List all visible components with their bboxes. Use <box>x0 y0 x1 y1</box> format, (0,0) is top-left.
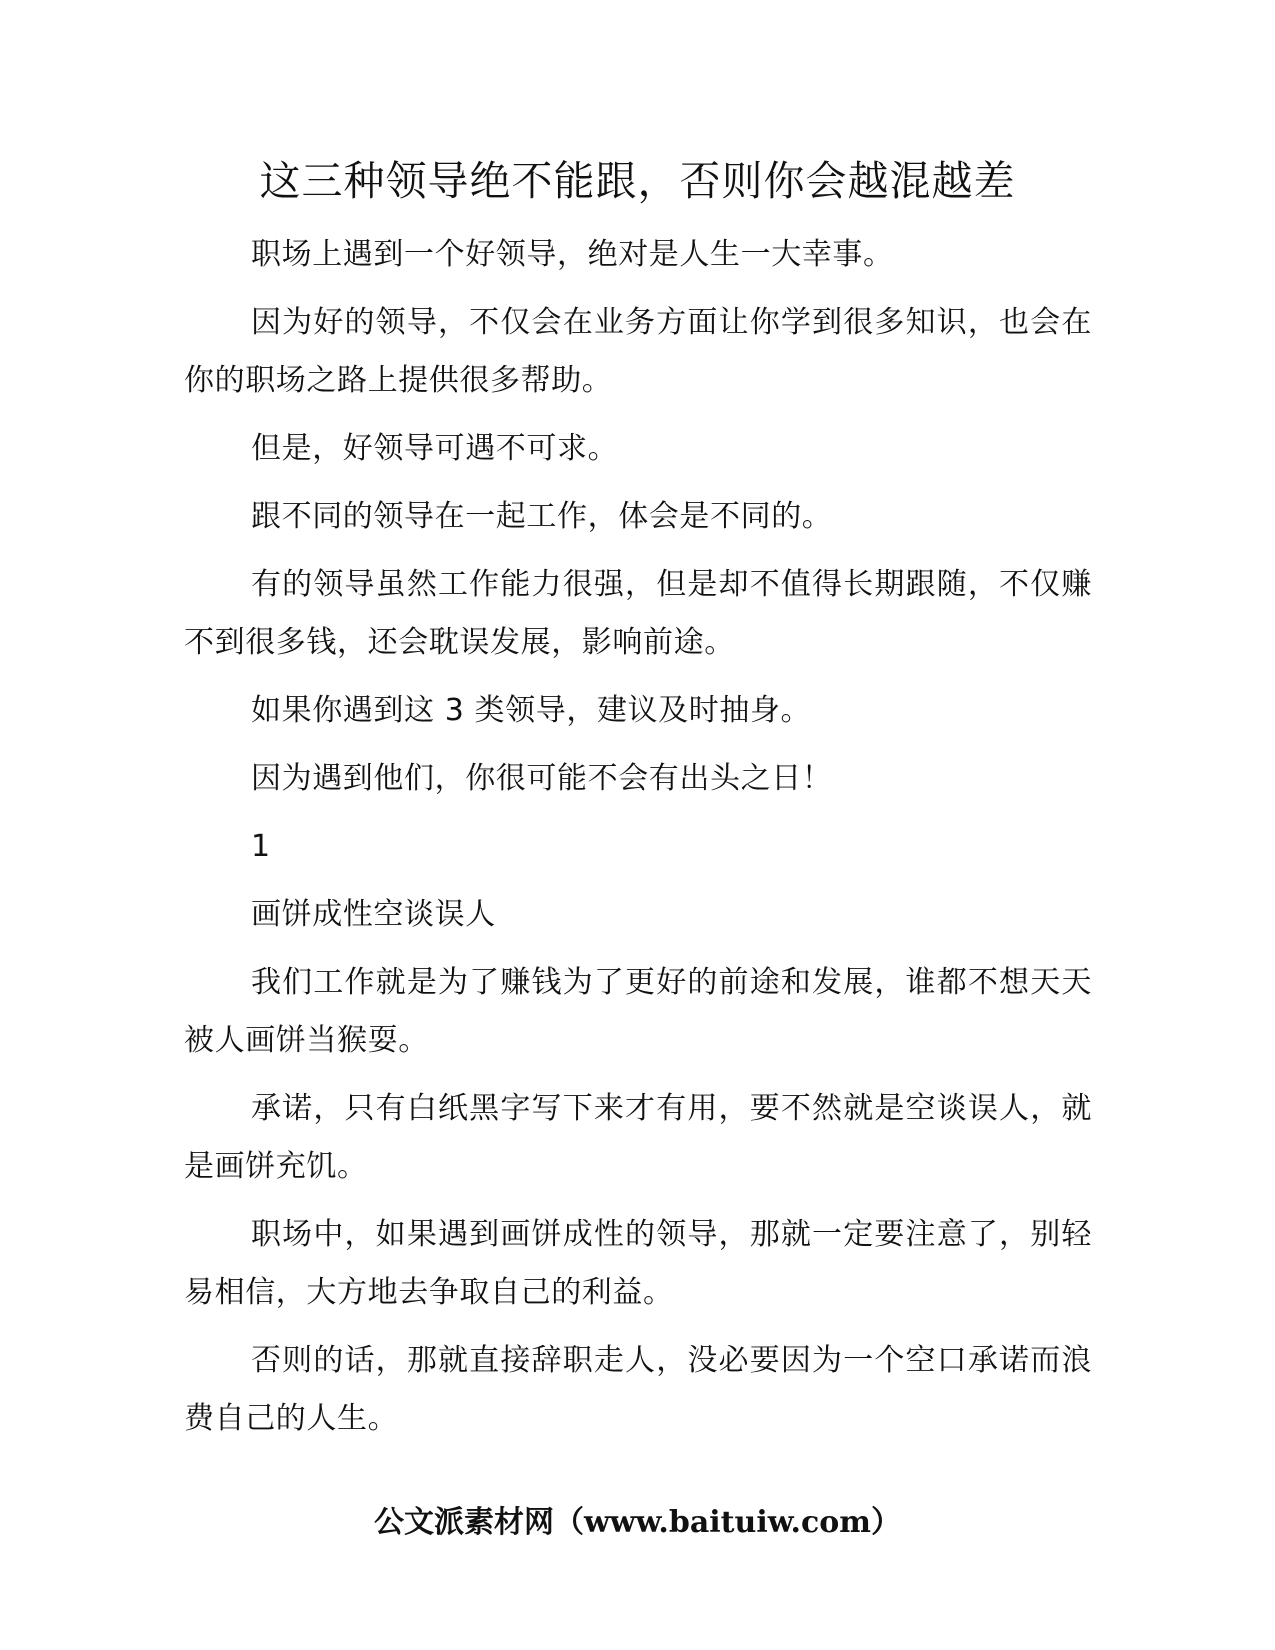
section-number: 1 <box>251 829 271 864</box>
paragraph: 但是，好领导可遇不可求。 <box>251 431 619 466</box>
paragraph: 因为好的领导，不仅会在业务方面让你学到很多知识，也会在你的职场之路上提供很多帮助。 <box>184 305 1092 398</box>
paragraph: 跟不同的领导在一起工作，体会是不同的。 <box>251 499 833 534</box>
page-footer: 公文派素材网（www.baituiw.com） <box>373 1505 902 1540</box>
paragraph: 职场上遇到一个好领导，绝对是人生一大幸事。 <box>251 237 894 272</box>
paragraph: 如果你遇到这 3 类领导，建议及时抽身。 <box>251 693 812 728</box>
section-heading: 画饼成性空谈误人 <box>251 897 496 932</box>
paragraph: 承诺，只有白纸黑字写下来才有用，要不然就是空谈误人，就是画饼充饥。 <box>184 1091 1092 1184</box>
paragraph: 职场中，如果遇到画饼成性的领导，那就一定要注意了，别轻易相信，大方地去争取自己的利益。 <box>184 1217 1092 1310</box>
paragraph: 有的领导虽然工作能力很强，但是却不值得长期跟随，不仅赚不到很多钱，还会耽误发展，影响前途。 <box>184 567 1092 660</box>
paragraph: 我们工作就是为了赚钱为了更好的前途和发展，谁都不想天天被人画饼当猴耍。 <box>184 965 1092 1058</box>
paragraph: 否则的话，那就直接辞职走人，没必要因为一个空口承诺而浪费自己的人生。 <box>184 1343 1092 1436</box>
document-body <box>184 226 1092 1458</box>
paragraph: 因为遇到他们，你很可能不会有出头之日！ <box>251 761 833 796</box>
document-title: 这三种领导绝不能跟，否则你会越混越差 <box>259 157 1016 205</box>
